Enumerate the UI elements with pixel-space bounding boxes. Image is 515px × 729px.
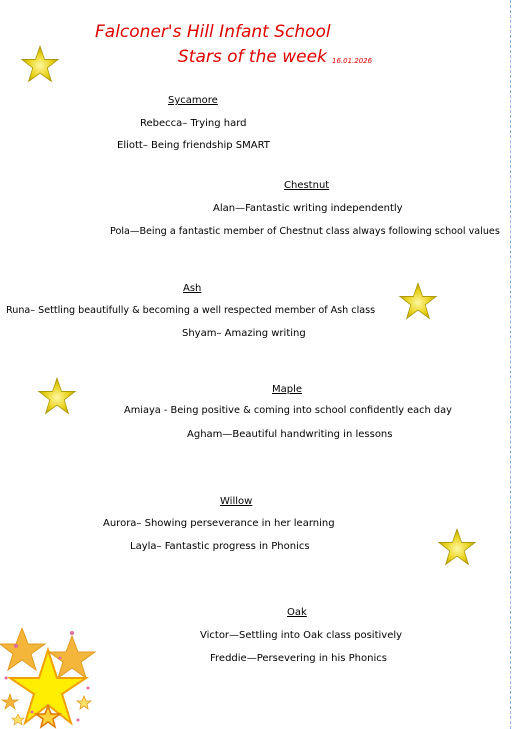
star-cluster-icon bbox=[0, 628, 100, 729]
class-heading-chestnut: Chestnut bbox=[284, 180, 330, 191]
star-icon bbox=[399, 282, 437, 320]
entry-ash-1: Runa– Settling beautifully & becoming a well respected member of Ash class bbox=[6, 305, 376, 316]
entry-chestnut-2: Pola—Being a fantastic member of Chestnut class always following school values bbox=[110, 226, 500, 237]
class-heading-ash: Ash bbox=[183, 283, 202, 294]
page-edge-border bbox=[510, 0, 511, 729]
entry-maple-2: Agham—Beautiful handwriting in lessons bbox=[187, 429, 393, 440]
class-heading-sycamore: Sycamore bbox=[168, 95, 218, 106]
date-label: 16.01.2026 bbox=[332, 57, 373, 65]
entry-oak-1: Victor—Settling into Oak class positively bbox=[200, 630, 403, 641]
entry-sycamore-1: Rebecca– Trying hard bbox=[140, 118, 247, 129]
entry-sycamore-2: Eliott– Being friendship SMART bbox=[117, 140, 270, 151]
class-heading-willow: Willow bbox=[220, 496, 253, 507]
class-heading-oak: Oak bbox=[287, 607, 307, 618]
star-icon bbox=[38, 377, 76, 415]
entry-willow-2: Layla– Fantastic progress in Phonics bbox=[130, 541, 310, 552]
entry-ash-2: Shyam– Amazing writing bbox=[182, 328, 306, 339]
entry-oak-2: Freddie—Persevering in his Phonics bbox=[210, 653, 387, 664]
entry-chestnut-1: Alan—Fantastic writing independently bbox=[213, 203, 403, 214]
entry-willow-1: Aurora– Showing perseverance in her learning bbox=[103, 518, 335, 529]
school-name: Falconer's Hill Infant School bbox=[95, 22, 331, 42]
page-subtitle: Stars of the week bbox=[178, 47, 327, 67]
entry-maple-1: Amiaya - Being positive & coming into school confidently each day bbox=[124, 405, 452, 416]
star-icon bbox=[21, 45, 59, 83]
class-heading-maple: Maple bbox=[272, 384, 303, 395]
star-icon bbox=[438, 528, 476, 566]
